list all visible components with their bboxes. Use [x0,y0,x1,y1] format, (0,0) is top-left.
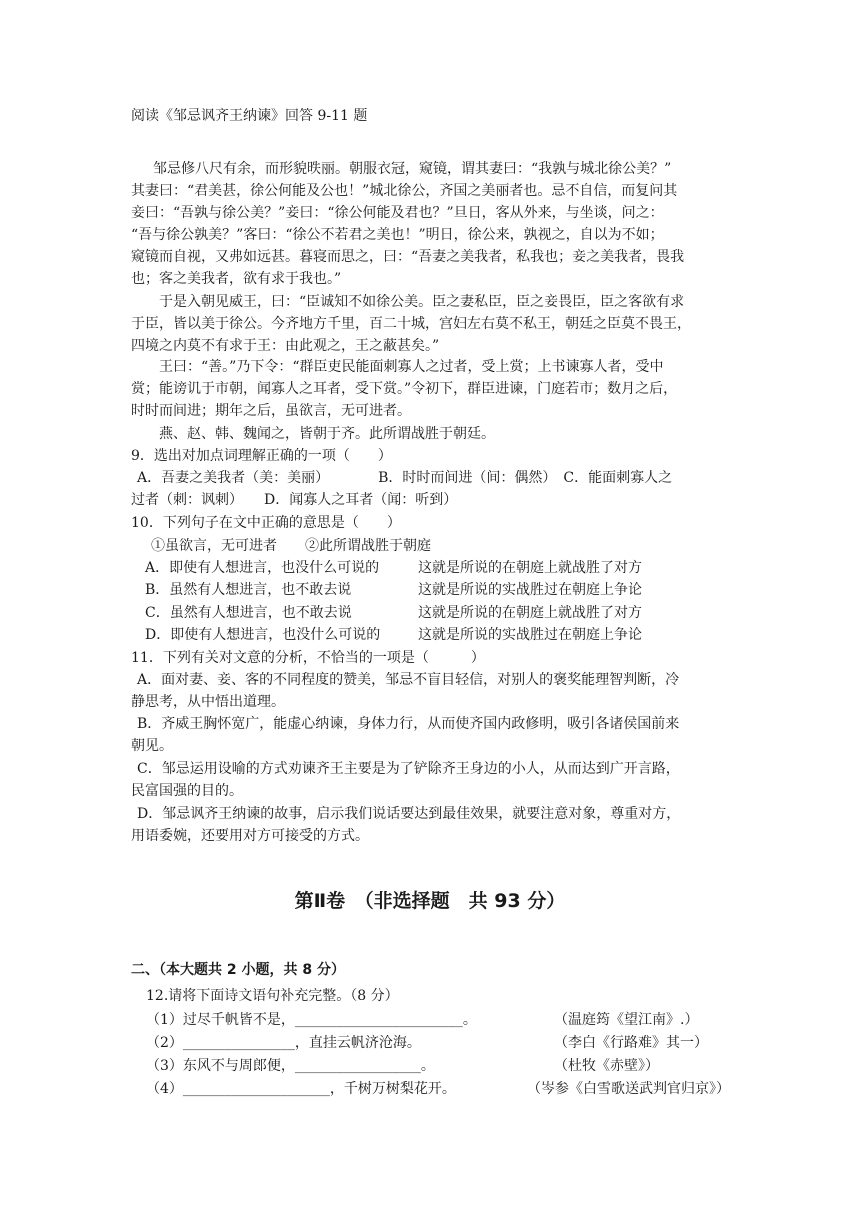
question-10-option-a-left: A．即使有人想进言，也没什么可说的 [145,560,380,576]
passage-line: 妾曰：“吾孰与徐公美？”妾曰：“徐公何能及君也？”旦日，客从外来，与坐谈，问之： [131,205,664,221]
passage-line: 四境之内莫不有求于王：由此观之，王之蔽甚矣。” [131,338,440,354]
fill-in-source-3: （杜牧《赤壁》） [554,1058,659,1074]
question-11-line: 朝见。 [131,738,173,754]
fill-in-item-1: （1）过尽千帆皆不是，________________________。 [146,1012,477,1028]
passage-line: 时时而间进；期年之后，虽欲言，无可进者。 [131,403,411,419]
question-9-options: A．吾妻之美我者（美：美丽） B．时时而间进（间：偶然） C．能面刺寡人之 [137,470,673,486]
question-9-options: 过者（刺：讽刺） D．闻寡人之耳者（闻：听到） [131,492,458,508]
passage-line: 窥镜而自视，又弗如远甚。暮寝而思之，曰：“吾妻之美我者，私我也；妾之美我者，畏我 [131,249,685,265]
passage-line: “吾与徐公孰美？”客曰：“徐公不若君之美也！”明日，徐公来，孰视之，自以为不如； [131,227,664,243]
question-10-option-b-right: 这就是所说的实战胜过在朝庭上争论 [418,582,642,598]
question-11-line: D．邹忌讽齐王纳谏的故事，启示我们说话要达到最佳效果，就要注意对象，尊重对方， [137,806,681,822]
fill-in-source-4: （岑参《白雪歌送武判官归京》） [527,1081,730,1097]
question-10-option-a-right: 这就是所说的在朝庭上就战胜了对方 [418,560,642,576]
fill-in-source-1: （温庭筠《望江南》.） [554,1012,699,1028]
reading-intro: 阅读《邹忌讽齐王纳谏》回答 9-11 题 [131,108,368,124]
passage-line: 王曰：“善。”乃下令：“群臣吏民能面刺寡人之过者，受上赏；上书谏寡人者，受中 [159,359,664,375]
passage-line: 也；客之美我者，欲有求于我也。” [131,271,342,287]
question-11-line: C．邹忌运用设喻的方式劝谏齐王主要是为了铲除齐王身边的小人，从而达到广开言路， [137,761,680,777]
question-10-option-c-right: 这就是所说的在朝庭上就战胜了对方 [418,605,642,621]
passage-line: 其妻曰：“君美甚，徐公何能及公也！”城北徐公，齐国之美丽者也。忌不自信，而复问其 [131,183,678,199]
question-11-line: B．齐威王胸怀宽广，能虚心纳谏，身体力行，从而使齐国内政修明，吸引各诸侯国前来 [137,716,680,732]
fill-in-item-2: （2）________________，直挂云帆济沧海。 [146,1035,421,1051]
question-11-line: 民富国强的目的。 [131,783,243,799]
question-12-stem: 12.请将下面诗文语句补充完整。（8 分） [146,988,399,1004]
question-10-option-c-left: C．虽然有人想进言，也不敢去说 [145,605,352,621]
question-11-stem: 11．下列有关对文意的分析，不恰当的一项是（ ） [131,650,485,666]
question-10-option-d-left: D．即使有人想进言，也没什么可说的 [145,627,381,643]
part-2-title: 第Ⅱ卷 （非选择题 共 93 分） [294,890,566,912]
question-11-line: 静思考，从中悟出道理。 [131,694,285,710]
passage-line: 赏；能谤讥于市朝，闻寡人之耳者，受下赏。”令初下，群臣进谏，门庭若市；数月之后， [131,381,678,397]
question-9-stem: 9．选出对加点词理解正确的一项（ ） [131,448,392,464]
question-11-line: A．面对妻、妾、客的不同程度的赞美，邹忌不盲目轻信，对别人的褒奖能理智判断，冷 [137,672,680,688]
passage-line: 于是入朝见威王，曰：“臣诚知不如徐公美。臣之妻私臣，臣之妾畏臣，臣之客欲有求 [159,294,685,310]
section-2-heading: 二、（本大题共 2 小题，共 8 分） [131,962,345,978]
question-10-option-b-left: B．虽然有人想进言，也不敢去说 [145,582,352,598]
passage-line: 于臣，皆以美于徐公。今齐地方千里，百二十城，宫妇左右莫不私王，朝廷之臣莫不畏王， [131,316,691,332]
fill-in-source-2: （李白《行路难》其一） [554,1035,708,1051]
fill-in-item-4: （4）_____________________，千树万树梨花开。 [146,1081,456,1097]
question-10-sentences: ①虽欲言，无可进者 ②此所谓战胜于朝庭 [151,538,431,554]
question-10-option-d-right: 这就是所说的实战胜过在朝庭上争论 [418,627,642,643]
fill-in-item-3: （3）东风不与周郎便，__________________。 [146,1058,435,1074]
question-10-stem: 10．下列句子在文中正确的意思是（ ） [131,515,401,531]
question-11-line: 用语委婉，还要用对方可接受的方式。 [131,828,369,844]
passage-line: 燕、赵、韩、魏闻之，皆朝于齐。此所谓战胜于朝廷。 [159,426,495,442]
passage-line: 邹忌修八尺有余，而形貌昳丽。朝服衣冠，窥镜，谓其妻曰：“我孰与城北徐公美？” [153,161,672,177]
